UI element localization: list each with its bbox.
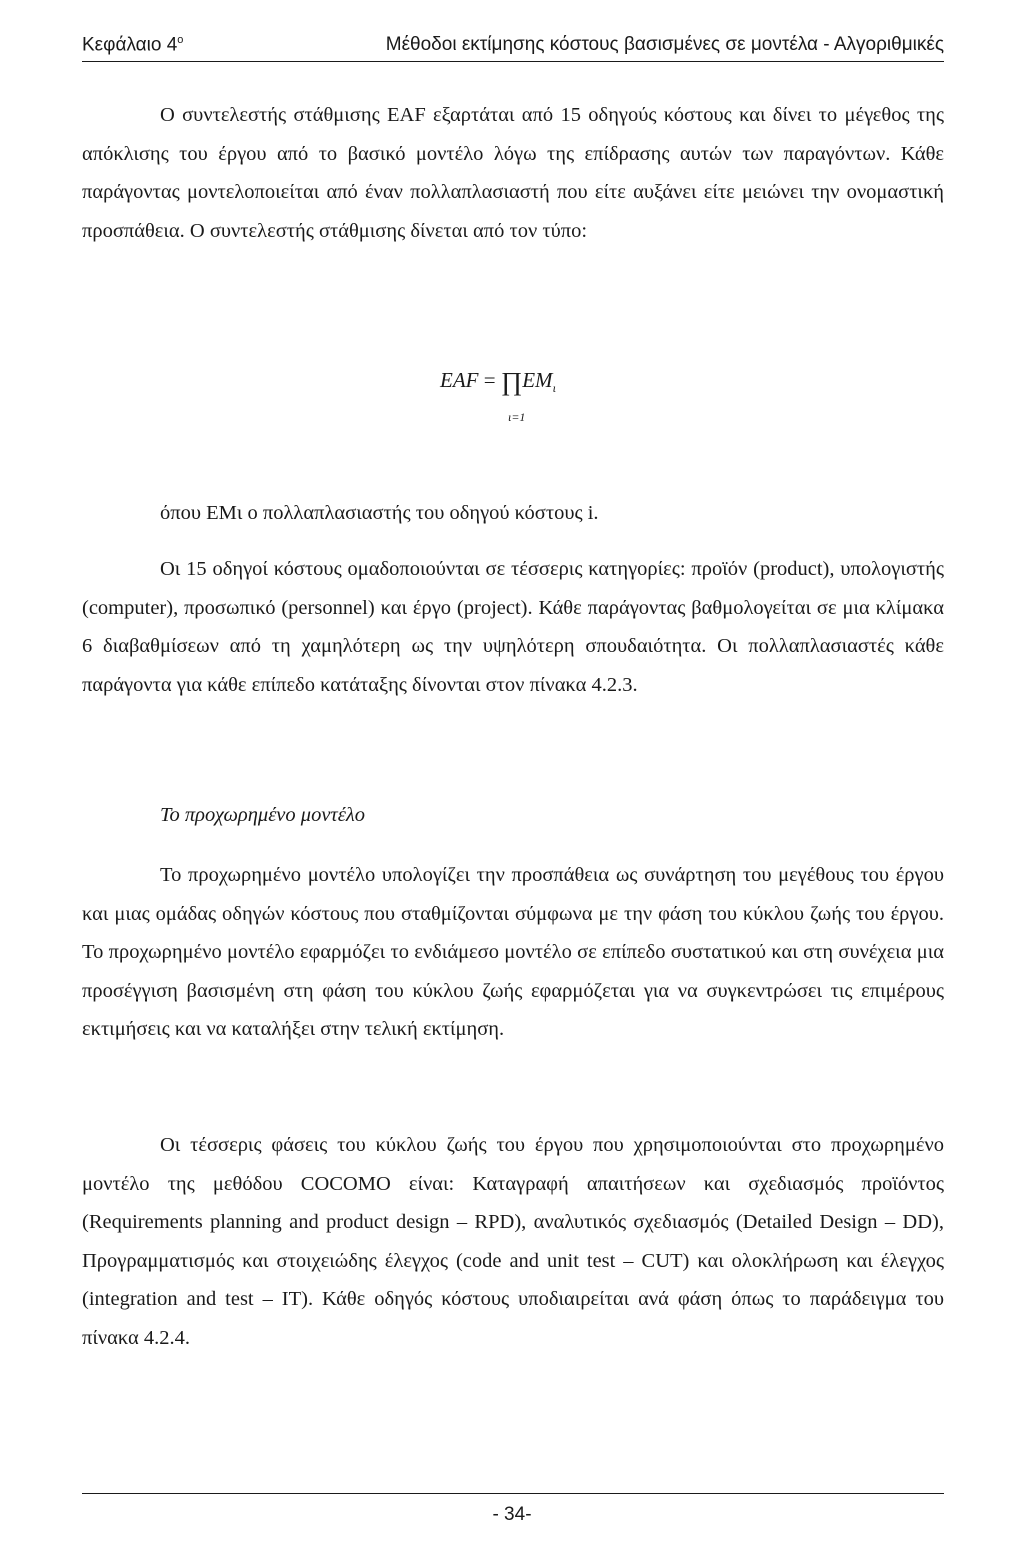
chapter-ordinal: ο [177, 34, 184, 46]
chapter-title: Μέθοδοι εκτίμησης κόστους βασισμένες σε μοντέλα - Αλγοριθμικές [385, 34, 944, 55]
paragraph-advanced-model: Το προχωρημένο μοντέλο υπολογίζει την προσπάθεια ως συνάρτηση του μεγέθους του έργου και μιας ομάδας οδηγών κόστους που σταθμίζονται σύμφωνα με την φάση του κύκλου ζωής του έργου. Το προχωρημένο μοντέλο εφαρμόζει το ενδιάμεσο μοντέλο σε επίπεδο συστατικού και στη συνέχεια μια προσέγγιση βασισμένη στη φάση του κύκλου ζωής εφαρμόζεται για να συγκεντρώσει τις επιμέρους εκτιμήσεις και να καταλήξει στην τελική εκτίμηση. [82, 864, 944, 1041]
eaf-formula: EAF = $\prod EM_\iota$ [440, 367, 556, 396]
section-subtitle: Το προχωρημένο μοντέλο [160, 804, 365, 826]
formula-explanation: όπου EMι ο πολλαπλασιαστής του οδηγού κόστους i. [160, 502, 599, 524]
header-rule [82, 61, 944, 62]
paragraph-life-cycle-phases: Οι τέσσερις φάσεις του κύκλου ζωής του έργου που χρησιμοποιούνται στο προχωρημένο μοντέλο της μεθόδου COCOMO είναι: Καταγραφή απαιτήσεων και σχεδιασμός προϊόντος (Requirements planning and product design – RPD), αναλυτικός σχεδιασμός (Detailed Design – DD), Προγραμματισμός και στοιχειώδης έλεγχος (code and unit test – CUT) και ολοκλήρωση και έλεγχος (integration and test – IT). Κάθε οδηγός κόστους υποδιαιρείται ανά φάση όπως το παράδειγμα του πίνακα 4.2.4. [82, 1134, 944, 1349]
paragraph-cost-drivers: Οι 15 οδηγοί κόστους ομαδοποιούνται σε τέσσερις κατηγορίες: προϊόν (product), υπολογιστής (computer), προσωπικό (personnel) και έργο (project). Κάθε παράγοντας βαθμολογείται σε μια κλίμακα 6 διαβαθμίσεων από τη χαμηλότερη ως την υψηλότερη σπουδαιότητα. Οι πολλαπλασιαστές κάθε παράγοντα για κάθε επίπεδο κατάταξης δίνονται στον πίνακα 4.2.3. [82, 558, 944, 696]
footer-rule [82, 1493, 944, 1494]
chapter-label: Κεφάλαιο $4^o$ [82, 34, 184, 56]
product-lower-limit: ι=1 [508, 410, 526, 424]
paragraph-eaf: Ο συντελεστής στάθμισης EAF εξαρτάται από 15 οδηγούς κόστους και δίνει το μέγεθος της απόκλισης του έργου από το βασικό μοντέλο λόγω της επίδρασης αυτών των παραγόντων. Κάθε παράγοντας μοντελοποιείται από έναν πολλαπλασιαστή που είτε αυξάνει είτε μειώνει την ονομαστική προσπάθεια. Ο συντελεστής στάθμισης δίνεται από τον τύπο: [82, 104, 944, 242]
running-header [82, 30, 944, 60]
product-symbol: ∏ [500, 367, 523, 396]
page-number: - 34- [492, 1504, 532, 1525]
